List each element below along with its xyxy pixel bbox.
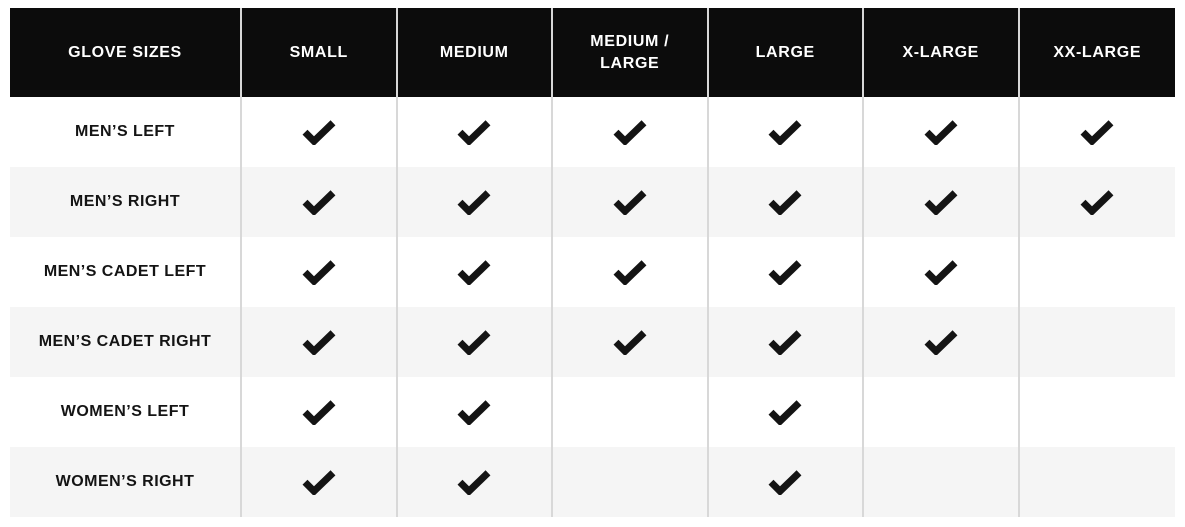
check-icon: [613, 260, 647, 285]
size-cell-x-large: [864, 237, 1020, 307]
check-icon: [302, 400, 336, 425]
size-cell-x-large: [864, 307, 1020, 377]
size-cell-medium: [398, 237, 554, 307]
size-cell-small: [242, 447, 398, 517]
size-cell-xx-large: [1020, 307, 1176, 377]
size-cell-large: [709, 97, 865, 167]
size-cell-xx-large: [1020, 377, 1176, 447]
table-row: [10, 447, 1175, 517]
header-medium: MEDIUM: [398, 8, 554, 97]
size-cell-x-large: [864, 97, 1020, 167]
size-cell-medium: [398, 97, 554, 167]
row-label: MEN’S CADET LEFT: [10, 237, 242, 307]
check-icon: [768, 400, 802, 425]
size-cell-x-large: [864, 377, 1020, 447]
size-cell-xx-large: [1020, 167, 1176, 237]
size-cell-xx-large: [1020, 447, 1176, 517]
size-cell-medium: [398, 447, 554, 517]
size-cell-small: [242, 167, 398, 237]
size-cell-x-large: [864, 167, 1020, 237]
size-cell-medium: [398, 307, 554, 377]
check-icon: [457, 260, 491, 285]
size-cell-large: [709, 167, 865, 237]
table-row: [10, 167, 1175, 237]
size-cell-large: [709, 377, 865, 447]
size-cell-medium-large: [553, 447, 709, 517]
size-cell-x-large: [864, 447, 1020, 517]
row-label: MEN’S CADET RIGHT: [10, 307, 242, 377]
header-large: LARGE: [709, 8, 865, 97]
size-cell-small: [242, 97, 398, 167]
table-header-row: [10, 8, 1175, 97]
size-cell-large: [709, 237, 865, 307]
check-icon: [924, 260, 958, 285]
size-cell-small: [242, 377, 398, 447]
header-glove-sizes: GLOVE SIZES: [10, 8, 242, 97]
size-cell-medium: [398, 167, 554, 237]
table-row: [10, 237, 1175, 307]
size-cell-large: [709, 447, 865, 517]
check-icon: [613, 120, 647, 145]
check-icon: [768, 330, 802, 355]
size-cell-medium: [398, 377, 554, 447]
check-icon: [1080, 190, 1114, 215]
check-icon: [768, 470, 802, 495]
check-icon: [457, 330, 491, 355]
table-row: [10, 377, 1175, 447]
check-icon: [302, 470, 336, 495]
check-icon: [768, 190, 802, 215]
size-cell-small: [242, 237, 398, 307]
size-cell-medium-large: [553, 237, 709, 307]
header-x-large: X-LARGE: [864, 8, 1020, 97]
check-icon: [302, 330, 336, 355]
check-icon: [613, 190, 647, 215]
table-row: [10, 307, 1175, 377]
glove-sizes-table: [10, 8, 1175, 517]
row-label: MEN’S RIGHT: [10, 167, 242, 237]
size-cell-medium-large: [553, 97, 709, 167]
size-cell-medium-large: [553, 167, 709, 237]
row-label: MEN’S LEFT: [10, 97, 242, 167]
row-label: WOMEN’S RIGHT: [10, 447, 242, 517]
check-icon: [302, 190, 336, 215]
check-icon: [457, 120, 491, 145]
table-row: [10, 97, 1175, 167]
check-icon: [768, 260, 802, 285]
header-xx-large: XX-LARGE: [1020, 8, 1176, 97]
check-icon: [457, 470, 491, 495]
size-cell-small: [242, 307, 398, 377]
header-medium-large: MEDIUM / LARGE: [553, 8, 709, 97]
check-icon: [457, 190, 491, 215]
check-icon: [1080, 120, 1114, 145]
row-label: WOMEN’S LEFT: [10, 377, 242, 447]
header-small: SMALL: [242, 8, 398, 97]
check-icon: [768, 120, 802, 145]
check-icon: [924, 190, 958, 215]
check-icon: [924, 330, 958, 355]
check-icon: [457, 400, 491, 425]
size-cell-medium-large: [553, 307, 709, 377]
check-icon: [924, 120, 958, 145]
size-cell-xx-large: [1020, 237, 1176, 307]
size-cell-xx-large: [1020, 97, 1176, 167]
check-icon: [302, 120, 336, 145]
check-icon: [302, 260, 336, 285]
check-icon: [613, 330, 647, 355]
size-cell-medium-large: [553, 377, 709, 447]
size-cell-large: [709, 307, 865, 377]
